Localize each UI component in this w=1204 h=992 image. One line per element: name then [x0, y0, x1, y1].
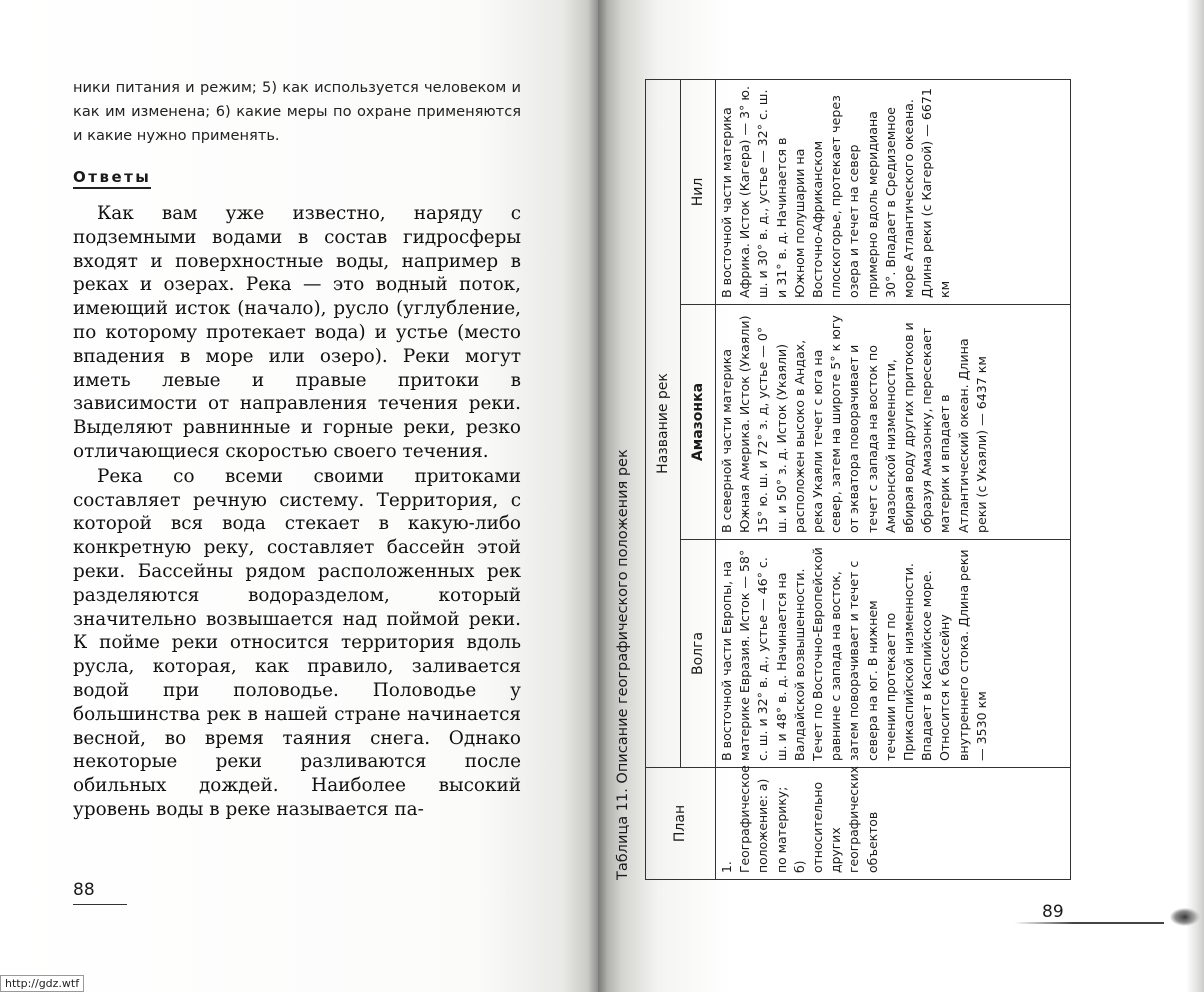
page-number-right: 89 — [1042, 902, 1064, 922]
header-river-names: Название рек — [646, 79, 681, 767]
table-header-row-1 — [646, 79, 681, 879]
footer-rule-left — [73, 904, 127, 905]
page-number-left: 88 — [73, 880, 95, 900]
header-volga: Волга — [681, 540, 716, 768]
answers-heading: Ответы — [73, 168, 151, 189]
header-plan: План — [646, 768, 716, 880]
intro-text: ники питания и режим; 5) как используется человеком и как им изменена; 6) какие меры по охране применяются и какие нужно применять. — [73, 79, 521, 144]
right-page-edge — [1186, 0, 1204, 992]
table-row — [716, 79, 1071, 879]
header-nile: Нил — [681, 79, 716, 304]
cell-volga: В восточной части Европы, на материке Евразия. Исток — 58° с. ш. и 32° в. д., устье — 46° с. ш. и 48° в. д. Начинается на Валдайской возвышенности. Течет по Восточно-Европейской равнине с запада на восток, затем поворачивает и течет с севера на юг. В нижнем течении протекает по Прикаспийской низменности. Впадает в Каспийское море. Относится к бассейну внутреннего стока. Длина реки — 3530 км — [716, 540, 1071, 768]
cell-plan: 1. Географическое положение: а) по материку; б) относительно других географических объектов — [716, 768, 1071, 880]
header-amazon: Амазонка — [681, 305, 716, 540]
footer-rule-right — [1014, 922, 1164, 924]
table-header-row-2 — [681, 79, 716, 879]
cell-amazon: В северной части материка Южная Америка. Исток (Укаяли) 15° ю. ш. и 72° з. д, устье — 0° ш. и 50° з. д. Исток (Укаяли) расположен высоко в Андах, река Укаяли течет с юга на север, затем на широте 5° к югу от экватора поворачивает и течет с запада на восток по Амазонской низменности, вбирая воду других притоков и образуя Амазонку, пересекает материк и впадает в Атлантический океан. Длина реки (с Укаяли) — 6437 км — [716, 305, 1071, 540]
cell-nile: В восточной части материка Африка. Исток (Кагера) — 3° ю. ш. и 30° в. д., устье — 32° с. ш. и 31° в. д. Начинается в Южном полушарии на Восточно-Африканском плоскогорье, протекает через озера и течет на север примерно вдоль меридиана 30°. Впадает в Средиземное море Атлантического океана. Длина реки (с Кагерой) — 6671 км — [716, 79, 1071, 304]
rotated-table-block — [615, 80, 1075, 880]
paragraph-1: Как вам уже известно, наряду с подземными водами в состав гидросферы входят и поверхностные воды, например в реках и озерах. Река — это водный поток, имеющий исток (начало), русло (углубление, по которому протекает вода) и устье (место впадения в море или озеро). Реки могут иметь левые и правые притоки в зависимости от направления течения реки. Выделяют равнинные и горные реки, резко отличающиеся скоростью своего течения. — [73, 203, 521, 462]
paragraph-2: Река со всеми своими притоками составляет речную систему. Территория, с которой вся вода стекает в какую-либо конкретную реку, составляет бассейн этой реки. Бассейны рядом расположенных рек разделяются водоразделом, который значительно возвышается над поймой реки. К пойме реки относится территория вдоль русла, которая, как правило, заливается водой при половодье. Половодье у большинства рек в нашей стране начинается весной, во время таяния снега. Однако некоторые реки разливаются после обильных дождей. Наиболее высокий уровень воды в реке называется па- — [73, 465, 521, 820]
table-title: Таблица 11. Описание географического положения рек — [615, 449, 631, 880]
left-page — [0, 0, 598, 992]
rivers-table — [645, 79, 1071, 880]
watermark-link[interactable]: http://gdz.wtf — [0, 975, 84, 992]
answers-body — [73, 202, 521, 822]
book-gutter — [588, 0, 608, 992]
